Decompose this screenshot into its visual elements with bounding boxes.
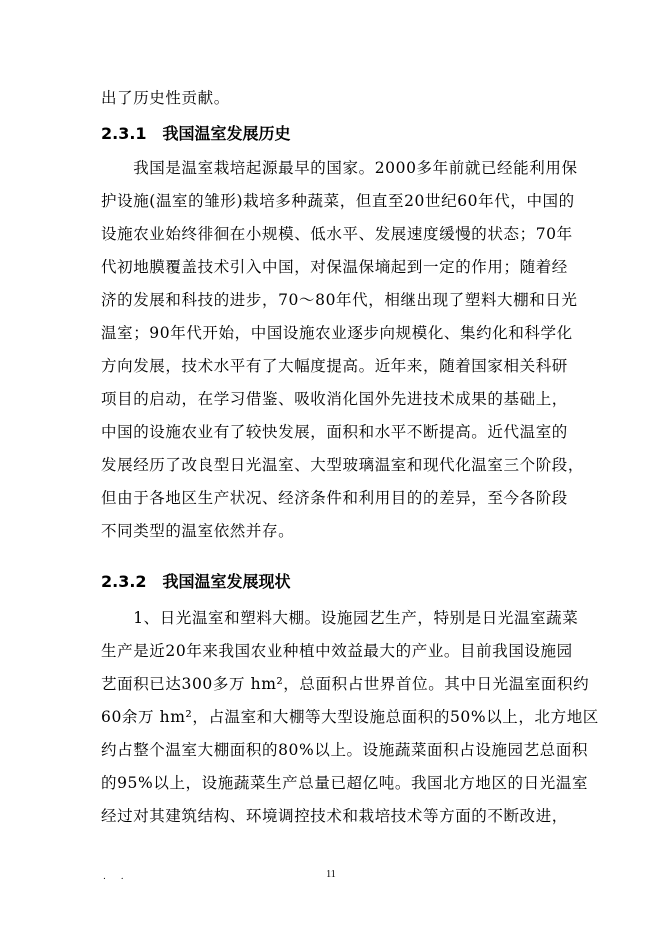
- paragraph-line: 艺面积已达300多万 hm²，总面积占世界首位。其中日光温室面积约: [101, 675, 590, 693]
- paragraph-line: 但由于各地区生产状况、经济条件和利用目的的差异，至今各阶段: [101, 489, 568, 507]
- section-heading-history: 2.3.1 我国温室发展历史: [101, 124, 291, 143]
- page-number: 11: [326, 869, 336, 880]
- section-heading-status: 2.3.2 我国温室发展现状: [101, 572, 291, 591]
- paragraph-line: 项目的启动，在学习借鉴、吸收消化国外先进技术成果的基础上，: [101, 390, 568, 408]
- paragraph-line: 设施农业始终徘徊在小规模、低水平、发展速度缓慢的状态；70年: [101, 225, 573, 243]
- paragraph-line: 温室；90年代开始，中国设施农业逐步向规模化、集约化和科学化: [101, 324, 573, 342]
- paragraph-line: 的95%以上，设施蔬菜生产总量已超亿吨。我国北方地区的日光温室: [101, 774, 589, 792]
- paragraph-line: 不同类型的温室依然并存。: [101, 522, 295, 540]
- paragraph-line: 护设施(温室的雏形)栽培多种蔬菜，但直至20世纪60年代，中国的: [101, 192, 575, 210]
- paragraph-line: 发展经历了改良型日光温室、大型玻璃温室和现代化温室三个阶段，: [101, 456, 585, 474]
- paragraph-line: 济的发展和科技的进步，70～80年代，相继出现了塑料大棚和日光: [101, 291, 578, 309]
- paragraph-line: 60余万 hm²，占温室和大棚等大型设施总面积的50%以上，北方地区: [101, 708, 599, 726]
- footer-dots: . .: [103, 872, 130, 882]
- paragraph-line: 经过对其建筑结构、环境调控技术和栽培技术等方面的不断改进，: [101, 807, 568, 825]
- paragraph-line: 代初地膜覆盖技术引入中国，对保温保墒起到一定的作用；随着经: [101, 258, 568, 276]
- paragraph-line: 1、日光温室和塑料大棚。设施园艺生产，特别是日光温室蔬菜: [101, 609, 579, 627]
- paragraph-line: 中国的设施农业有了较快发展，面积和水平不断提高。近代温室的: [101, 423, 568, 441]
- paragraph-line: 方向发展，技术水平有了大幅度提高。近年来，随着国家相关科研: [101, 357, 568, 375]
- paragraph-line: 约占整个温室大棚面积的80%以上。设施蔬菜面积占设施园艺总面积: [101, 741, 589, 759]
- paragraph-line: 生产是近20年来我国农业种植中效益最大的产业。目前我国设施园: [101, 642, 573, 660]
- paragraph-line: 我国是温室栽培起源最早的国家。2000多年前就已经能利用保: [101, 159, 578, 177]
- paragraph-line: 出了历史性贡献。: [101, 89, 230, 107]
